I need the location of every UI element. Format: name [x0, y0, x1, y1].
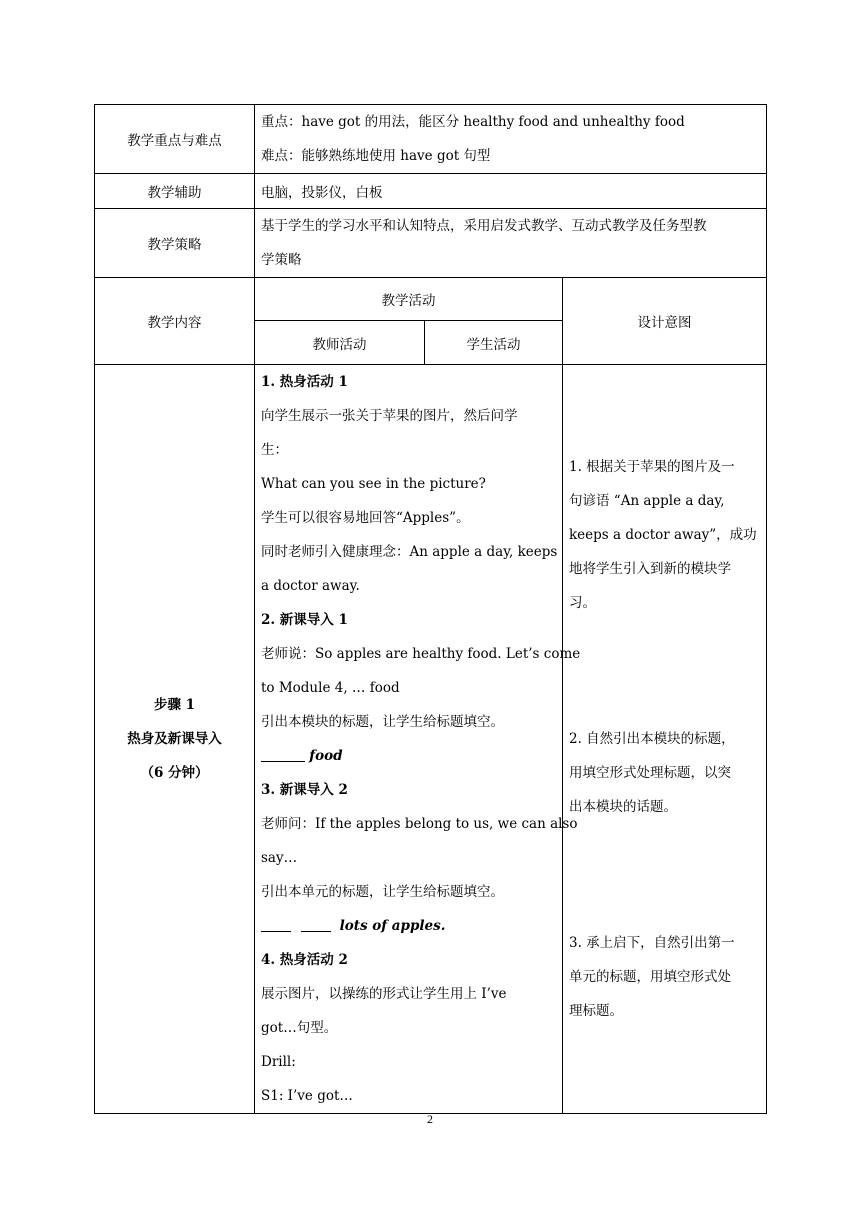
fill-blank-module-title	[261, 739, 556, 773]
aids-value: 电脑，投影仪，白板	[255, 174, 767, 209]
activity-line: to Module 4, … food	[261, 680, 400, 696]
design-line: 1. 根据关于苹果的图片及一	[569, 459, 735, 475]
fill-blank-unit-title	[261, 909, 556, 943]
step-subtitle: 热身及新课导入	[127, 731, 222, 747]
aids-label: 教学辅助	[95, 174, 255, 209]
strategy-value	[255, 209, 767, 278]
activity-line: 向学生展示一张关于苹果的图片，然后问学	[261, 408, 518, 424]
key-points-row	[95, 105, 767, 174]
difficulty-line: 难点：能够熟练地使用 have got 句型	[261, 148, 491, 164]
design-spacer	[569, 892, 760, 926]
content-label: 教学内容	[95, 278, 255, 365]
step1-activity-cell	[255, 365, 581, 1114]
design-line: 2. 自然引出本模块的标题，	[569, 731, 735, 747]
design-line: 3. 承上启下，自然引出第一	[569, 935, 735, 951]
design-spacer	[569, 688, 760, 722]
activity-heading: 3. 新课导入 2	[261, 782, 348, 798]
key-points-label: 教学重点与难点	[95, 105, 255, 174]
page-number: 2	[427, 1112, 433, 1126]
activity-line: 学生可以很容易地回答“Apples”。	[261, 510, 470, 526]
content-header-row	[95, 278, 767, 321]
activity-line: got…句型。	[261, 1020, 338, 1036]
design-line: 习。	[569, 595, 596, 611]
design-line: keeps a doctor away”，成功	[569, 527, 757, 543]
key-points-value	[255, 105, 767, 174]
blank-line	[301, 915, 331, 932]
student-activity-header: 学生活动	[425, 321, 563, 365]
aids-row	[95, 174, 767, 209]
strategy-line: 基于学生的学习水平和认知特点，采用启发式教学、互动式教学及任务型教	[261, 218, 707, 234]
strategy-label: 教学策略	[95, 209, 255, 278]
activity-line: 引出本单元的标题，让学生给标题填空。	[261, 884, 504, 900]
blank-text: lots of apples.	[339, 918, 446, 934]
blank-line	[261, 745, 305, 762]
design-line: 句谚语 “An apple a day,	[569, 493, 725, 509]
activity-line: 引出本模块的标题，让学生给标题填空。	[261, 714, 504, 730]
design-line: 单元的标题，用填空形式处	[569, 969, 731, 985]
lesson-plan-table	[94, 104, 767, 1114]
design-spacer	[569, 654, 760, 688]
blank-line	[261, 915, 291, 932]
activities-header: 教学活动	[255, 278, 563, 321]
design-line: 用填空形式处理标题，以突	[569, 765, 731, 781]
step-time: （6 分钟）	[140, 765, 209, 781]
design-spacer	[569, 620, 760, 654]
step1-row	[95, 365, 767, 1114]
activity-line: S1: I’ve got…	[261, 1088, 353, 1104]
step-title: 步骤 1	[153, 697, 196, 713]
activity-heading: 1. 热身活动 1	[261, 374, 348, 390]
design-line: 地将学生引入到新的模块学	[569, 561, 731, 577]
design-spacer	[569, 858, 760, 892]
activity-heading: 2. 新课导入 1	[261, 612, 348, 628]
key-point-line: 重点：have got 的用法，能区分 healthy food and unhealthy food	[261, 114, 685, 130]
activity-line: Drill:	[261, 1054, 296, 1070]
teacher-activity-header: 教师活动	[255, 321, 425, 365]
step1-label-cell	[95, 365, 255, 1114]
design-header: 设计意图	[563, 278, 767, 365]
design-spacer	[569, 824, 760, 858]
activity-line: a doctor away.	[261, 578, 360, 594]
strategy-line: 学策略	[261, 252, 302, 268]
activity-line: 老师问：If the apples belong to us, we can also	[261, 816, 578, 832]
activity-line: What can you see in the picture?	[261, 476, 486, 492]
design-line: 出本模块的话题。	[569, 799, 677, 815]
strategy-row	[95, 209, 767, 278]
step1-design-cell	[563, 365, 767, 1114]
activity-line: 同时老师引入健康理念：An apple a day, keeps	[261, 544, 558, 560]
activity-line: say…	[261, 850, 298, 866]
activity-line: 生：	[261, 442, 288, 458]
design-line: 理标题。	[569, 1003, 623, 1019]
activity-line: 老师说：So apples are healthy food. Let’s come	[261, 646, 581, 662]
activity-line: 展示图片，以操练的形式让学生用上 I’ve	[261, 986, 507, 1002]
activity-heading: 4. 热身活动 2	[261, 952, 348, 968]
blank-text: food	[309, 748, 343, 764]
